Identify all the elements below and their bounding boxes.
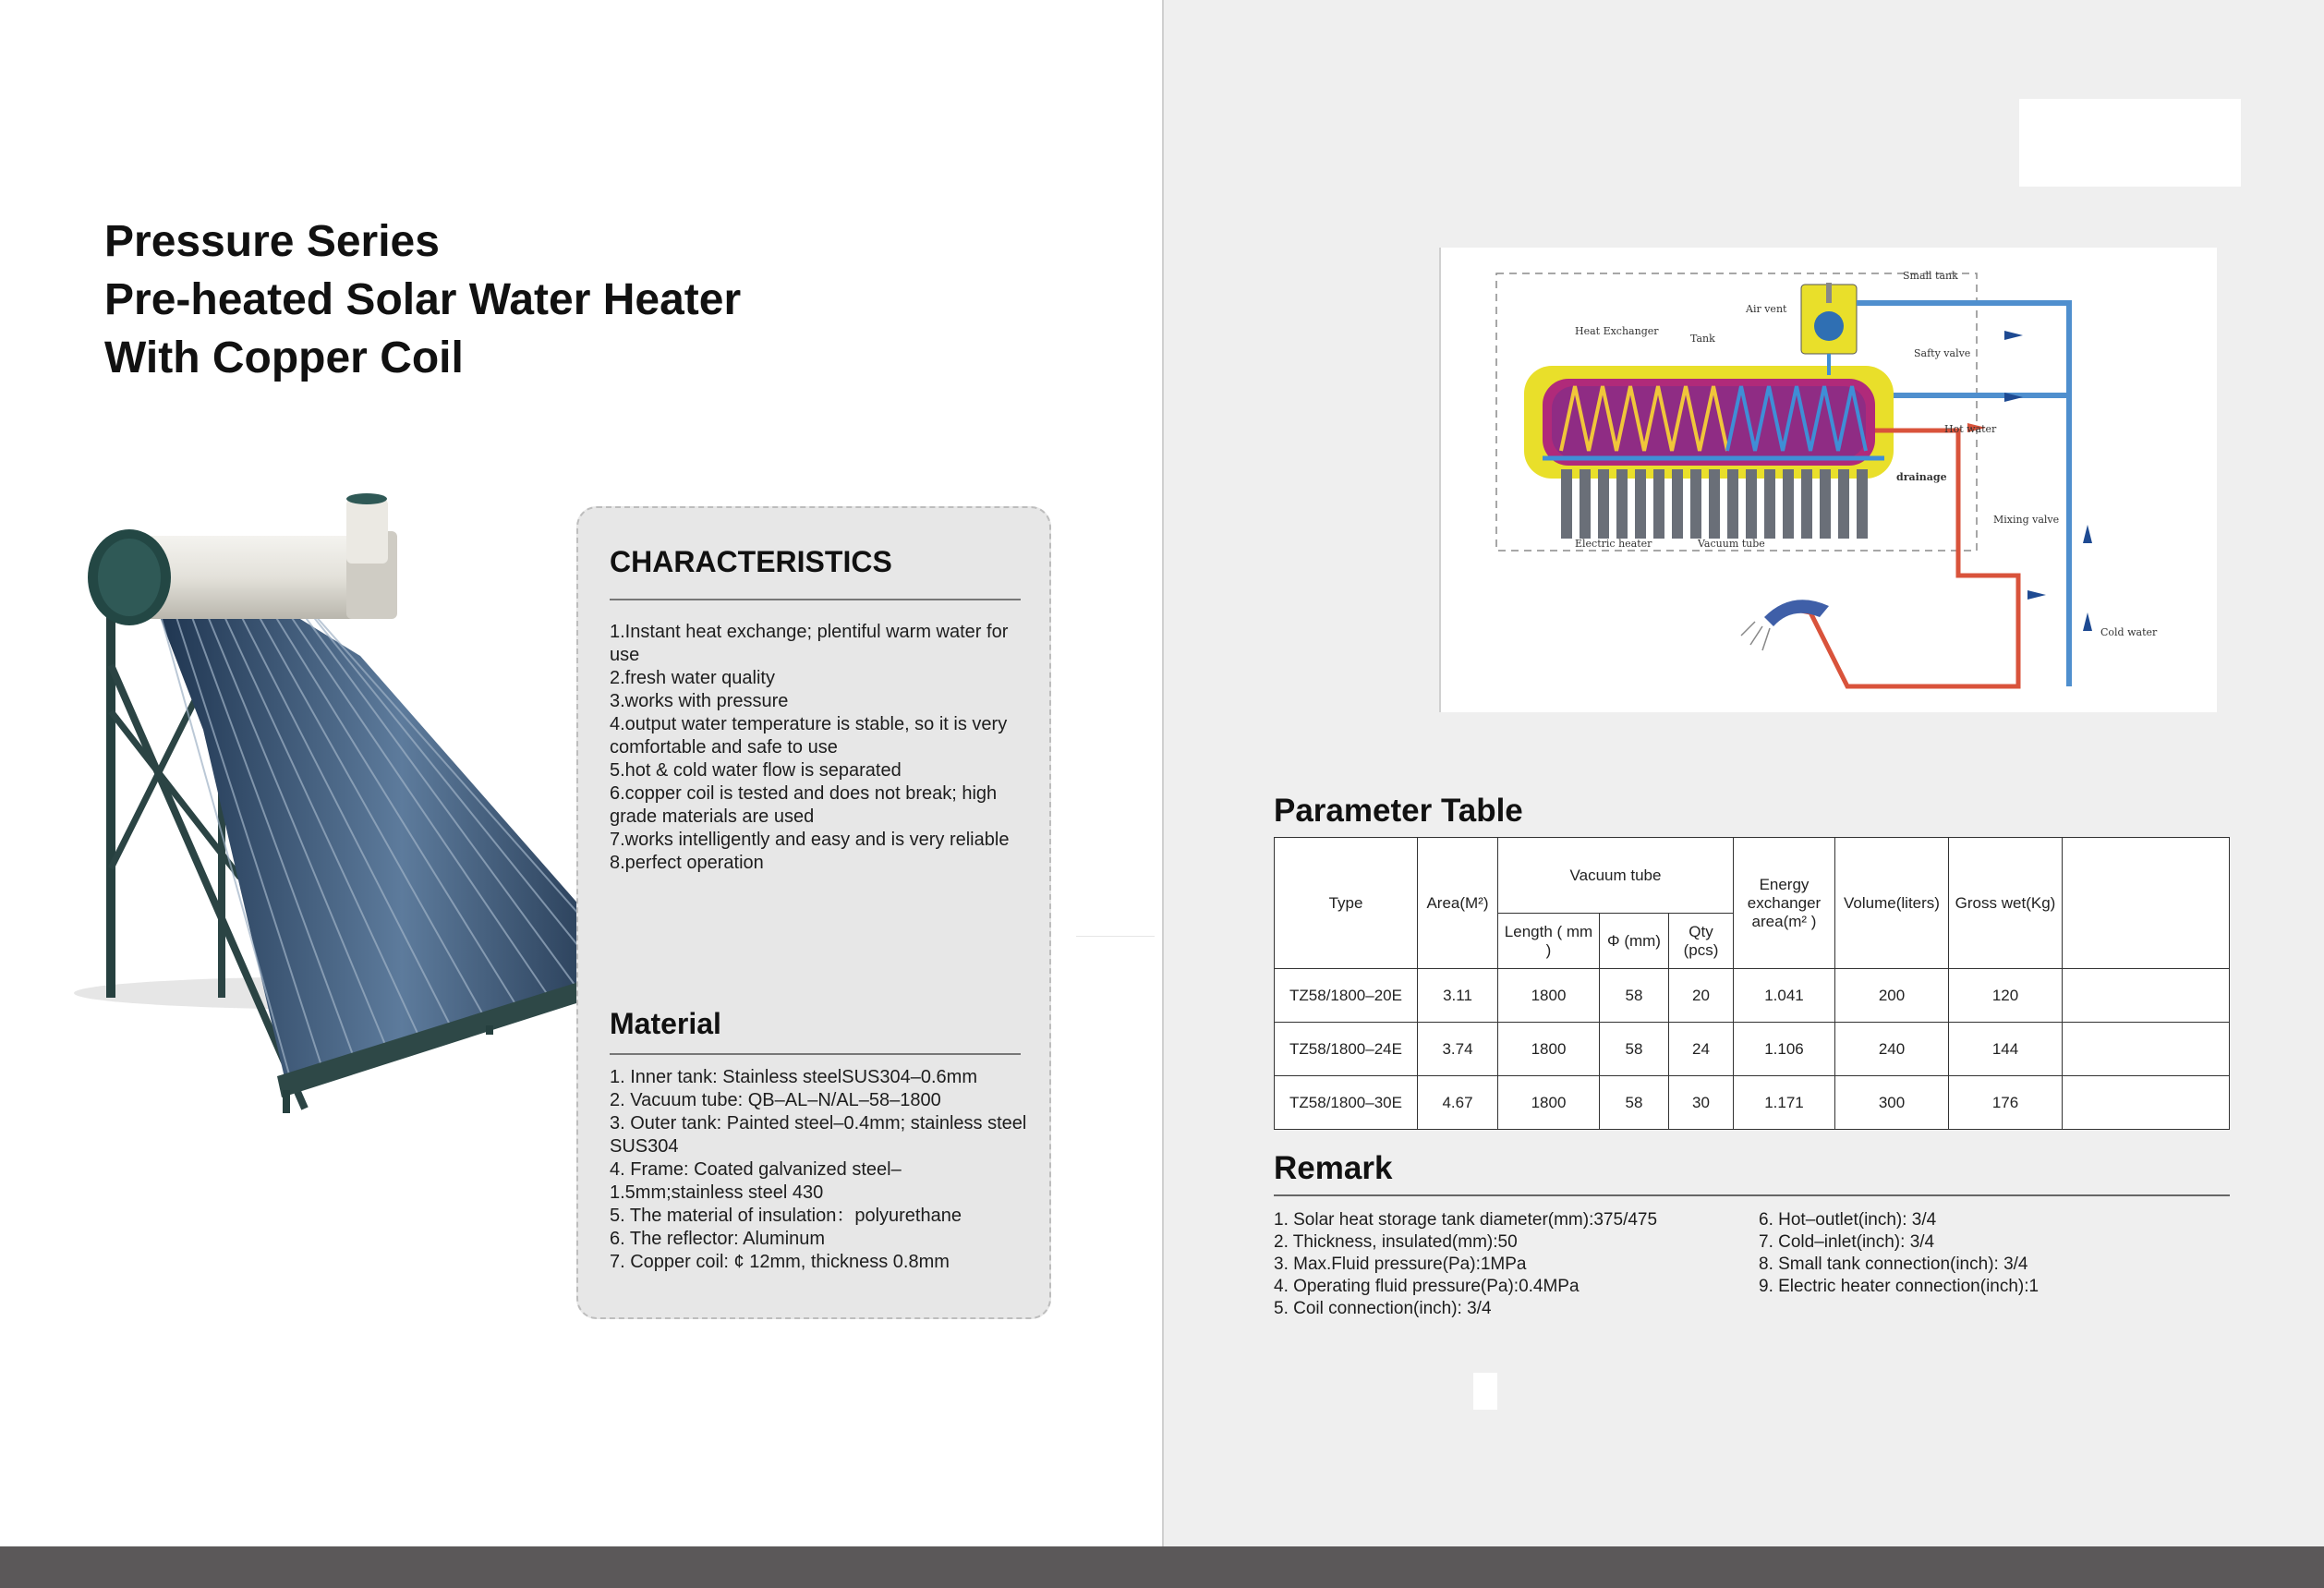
label-hot-water: Hot water bbox=[1944, 423, 1997, 435]
page-title bbox=[104, 212, 741, 387]
header-vacuum-tube: Vacuum tube bbox=[1498, 838, 1734, 914]
header-qty: Qty (pcs) bbox=[1669, 914, 1734, 969]
characteristics-divider bbox=[610, 599, 1021, 600]
cell-length: 1800 bbox=[1498, 1023, 1600, 1076]
cell-gross: 176 bbox=[1949, 1076, 2063, 1130]
blank-marker bbox=[1473, 1373, 1497, 1410]
title-line-2: Pre-heated Solar Water Heater bbox=[104, 275, 742, 324]
cell-extra bbox=[2063, 1023, 2230, 1076]
divider bbox=[1076, 936, 1155, 937]
cell-volume: 200 bbox=[1835, 969, 1949, 1023]
label-safety-valve: Safty valve bbox=[1914, 347, 1971, 359]
remark-item: 1. Solar heat storage tank diameter(mm):375/475 bbox=[1274, 1210, 1658, 1230]
remark-item: 8. Small tank connection(inch): 3/4 bbox=[1759, 1255, 2028, 1274]
cell-area: 3.11 bbox=[1418, 969, 1498, 1023]
remark-item: 9. Electric heater connection(inch):1 bbox=[1759, 1277, 2040, 1296]
material-item: 4. Frame: Coated galvanized steel–1.5mm;stainless steel 430 bbox=[610, 1159, 902, 1203]
header-area: Area(M²) bbox=[1418, 838, 1498, 969]
label-drainage: drainage bbox=[1896, 471, 1947, 483]
cell-type: TZ58/1800–30E bbox=[1275, 1076, 1418, 1130]
table-row bbox=[1275, 1076, 2230, 1130]
cell-exchanger: 1.171 bbox=[1734, 1076, 1835, 1130]
material-item: 2. Vacuum tube: QB–AL–N/AL–58–1800 bbox=[610, 1090, 941, 1110]
table-row bbox=[1275, 969, 2230, 1023]
label-mixing-valve: Mixing valve bbox=[1993, 514, 2060, 526]
header-type: Type bbox=[1275, 838, 1418, 969]
label-electric-heater: Electric heater bbox=[1575, 538, 1652, 550]
remark-heading: Remark bbox=[1274, 1150, 1393, 1186]
header-length: Length ( mm ) bbox=[1498, 914, 1600, 969]
characteristics-item: 2.fresh water quality bbox=[610, 668, 775, 688]
blank-label-box bbox=[2019, 99, 2241, 187]
remark-item: 6. Hot–outlet(inch): 3/4 bbox=[1759, 1210, 1937, 1230]
table-row bbox=[1275, 1023, 2230, 1076]
remark-item: 5. Coil connection(inch): 3/4 bbox=[1274, 1299, 1492, 1318]
material-list bbox=[610, 1066, 1035, 1274]
features-panel bbox=[576, 506, 1051, 1319]
material-item: 3. Outer tank: Painted steel–0.4mm; stainless steel SUS304 bbox=[610, 1113, 1027, 1157]
remark-item: 7. Cold–inlet(inch): 3/4 bbox=[1759, 1232, 1935, 1252]
system-diagram bbox=[1439, 248, 2217, 712]
remark-divider bbox=[1274, 1194, 2230, 1196]
title-line-1: Pressure Series bbox=[104, 217, 440, 266]
cell-phi: 58 bbox=[1600, 1076, 1669, 1130]
label-heat-exchanger: Heat Exchanger bbox=[1575, 325, 1659, 337]
header-volume: Volume(liters) bbox=[1835, 838, 1949, 969]
label-cold-water: Cold water bbox=[2100, 626, 2158, 638]
label-vacuum-tube: Vacuum tube bbox=[1698, 538, 1765, 550]
remark-list-right bbox=[1759, 1209, 2039, 1298]
characteristics-item: 4.output water temperature is stable, so it is very comfortable and safe to use bbox=[610, 714, 1008, 758]
material-item: 1. Inner tank: Stainless steelSUS304–0.6mm bbox=[610, 1067, 977, 1087]
remark-item: 4. Operating fluid pressure(Pa):0.4MPa bbox=[1274, 1277, 1580, 1296]
characteristics-item: 1.Instant heat exchange; plentiful warm water for use bbox=[610, 622, 1009, 665]
parameter-table bbox=[1274, 837, 2230, 1130]
cell-extra bbox=[2063, 969, 2230, 1023]
material-item: 6. The reflector: Aluminum bbox=[610, 1229, 826, 1249]
label-small-tank: Small tank bbox=[1903, 270, 1958, 282]
material-item: 7. Copper coil: ¢ 12mm, thickness 0.8mm bbox=[610, 1252, 950, 1272]
characteristics-heading: CHARACTERISTICS bbox=[610, 545, 892, 578]
characteristics-item: 8.perfect operation bbox=[610, 853, 764, 873]
cell-gross: 120 bbox=[1949, 969, 2063, 1023]
cell-type: TZ58/1800–24E bbox=[1275, 1023, 1418, 1076]
cell-qty: 20 bbox=[1669, 969, 1734, 1023]
remark-item: 2. Thickness, insulated(mm):50 bbox=[1274, 1232, 1518, 1252]
remark-item: 3. Max.Fluid pressure(Pa):1MPa bbox=[1274, 1255, 1527, 1274]
cell-phi: 58 bbox=[1600, 969, 1669, 1023]
cell-phi: 58 bbox=[1600, 1023, 1669, 1076]
bottom-bar bbox=[0, 1546, 2324, 1588]
characteristics-item: 5.hot & cold water flow is separated bbox=[610, 760, 902, 781]
cell-area: 3.74 bbox=[1418, 1023, 1498, 1076]
title-line-3: With Copper Coil bbox=[104, 333, 464, 382]
cell-qty: 24 bbox=[1669, 1023, 1734, 1076]
cell-length: 1800 bbox=[1498, 1076, 1600, 1130]
characteristics-list bbox=[610, 621, 1035, 875]
cell-extra bbox=[2063, 1076, 2230, 1130]
cell-volume: 240 bbox=[1835, 1023, 1949, 1076]
cell-type: TZ58/1800–20E bbox=[1275, 969, 1418, 1023]
material-divider bbox=[610, 1053, 1021, 1055]
label-air-vent: Air vent bbox=[1746, 303, 1787, 315]
cell-qty: 30 bbox=[1669, 1076, 1734, 1130]
remark-list-left bbox=[1274, 1209, 1657, 1320]
cell-gross: 144 bbox=[1949, 1023, 2063, 1076]
label-tank: Tank bbox=[1690, 333, 1715, 345]
material-heading: Material bbox=[610, 1007, 721, 1040]
cell-length: 1800 bbox=[1498, 969, 1600, 1023]
header-energy-exchanger: Energy exchanger area(m² ) bbox=[1734, 838, 1835, 969]
cell-exchanger: 1.041 bbox=[1734, 969, 1835, 1023]
header-phi: Φ (mm) bbox=[1600, 914, 1669, 969]
characteristics-item: 3.works with pressure bbox=[610, 691, 789, 711]
characteristics-item: 7.works intelligently and easy and is very reliable bbox=[610, 830, 1010, 850]
cell-volume: 300 bbox=[1835, 1076, 1949, 1130]
parameter-table-heading: Parameter Table bbox=[1274, 793, 1523, 829]
cell-area: 4.67 bbox=[1418, 1076, 1498, 1130]
header-extra bbox=[2063, 838, 2230, 969]
material-item: 5. The material of insulation：polyurethane bbox=[610, 1206, 962, 1226]
cell-exchanger: 1.106 bbox=[1734, 1023, 1835, 1076]
header-gross-wet: Gross wet(Kg) bbox=[1949, 838, 2063, 969]
characteristics-item: 6.copper coil is tested and does not break; high grade materials are used bbox=[610, 783, 998, 827]
